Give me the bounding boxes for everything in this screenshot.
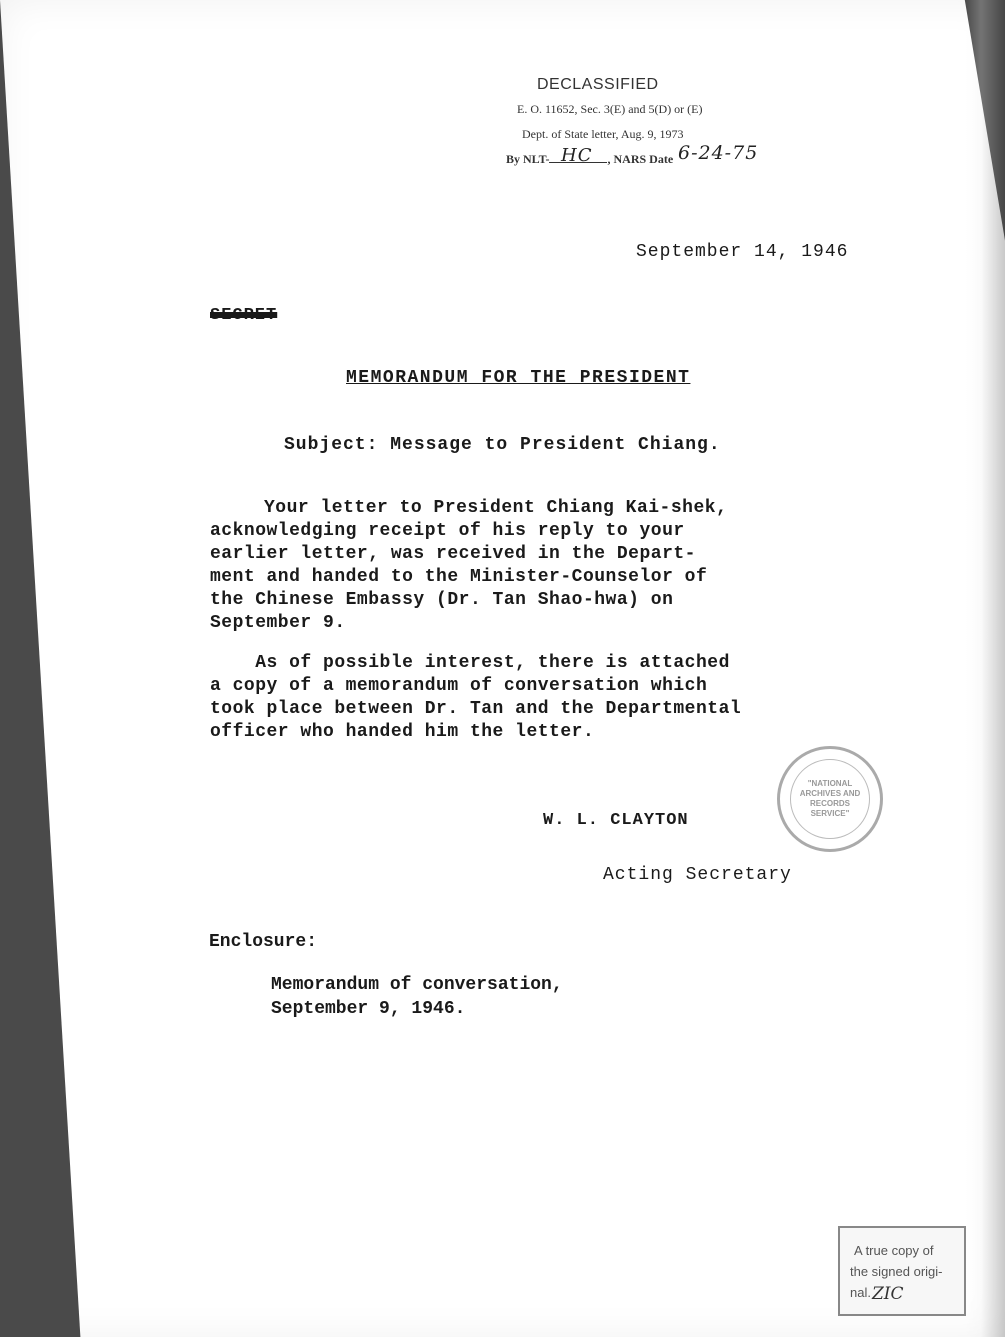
by-label: By NLT- (506, 152, 550, 166)
para2-line-1: As of possible interest, there is attached (210, 653, 730, 673)
handwritten-initials: HC (561, 145, 593, 166)
declassified-letter: Dept. of State letter, Aug. 9, 1973 (522, 127, 684, 141)
signer-title: Acting Secretary (603, 865, 792, 885)
para1-line-5: the Chinese Embassy (Dr. Tan Shao-hwa) on (210, 590, 674, 610)
handwritten-date: 6-24-75 (678, 142, 759, 164)
para1-line-6: September 9. (210, 613, 346, 633)
para2-line-4: officer who handed him the letter. (210, 722, 595, 742)
para2-line-2: a copy of a memorandum of conversation which (210, 676, 708, 696)
true-copy-stamp (838, 1226, 966, 1316)
body-paragraph-2 (210, 652, 741, 744)
memo-date: September 14, 1946 (636, 242, 849, 262)
seal-line-4: SERVICE" (810, 809, 850, 818)
para1-line-4: ment and handed to the Minister-Counselor of (210, 567, 708, 587)
classification-marking-struck: SECRET (210, 306, 278, 325)
archives-seal-text (790, 759, 870, 839)
enclosure-line-2: September 9, 1946. (271, 999, 466, 1019)
archives-seal-stamp (777, 746, 883, 852)
declassified-authority: E. O. 11652, Sec. 3(E) and 5(D) or (E) (517, 102, 703, 116)
para1-line-1: Your letter to President Chiang Kai-shek, (264, 498, 728, 518)
seal-line-2: ARCHIVES AND (799, 789, 861, 798)
enclosure-item (271, 973, 563, 1021)
para2-line-3: took place between Dr. Tan and the Departmental (210, 699, 742, 719)
copy-stamp-line-2: the signed origi- (850, 1264, 943, 1279)
para1-line-2: acknowledging receipt of his reply to your (210, 521, 685, 541)
body-paragraph-1 (210, 497, 727, 635)
enclosure-label: Enclosure: (209, 932, 318, 952)
seal-line-3: RECORDS (809, 799, 850, 808)
copy-stamp-initials: ZIC (872, 1284, 904, 1304)
copy-stamp-line-3: nal. (850, 1285, 871, 1300)
seal-line-1: "NATIONAL (807, 779, 853, 788)
enclosure-line-1: Memorandum of conversation, (271, 975, 563, 995)
para1-line-3: earlier letter, was received in the Depart- (210, 544, 696, 564)
memo-subject: Subject: Message to President Chiang. (284, 435, 721, 455)
memo-title: MEMORANDUM FOR THE PRESIDENT (346, 368, 691, 388)
signer-name: W. L. CLAYTON (543, 811, 689, 830)
declassified-heading: DECLASSIFIED (537, 76, 659, 93)
copy-stamp-line-1: A true copy of (854, 1243, 934, 1258)
page-edge-shadow (965, 0, 1005, 1337)
nars-label: , NARS Date (607, 152, 674, 166)
